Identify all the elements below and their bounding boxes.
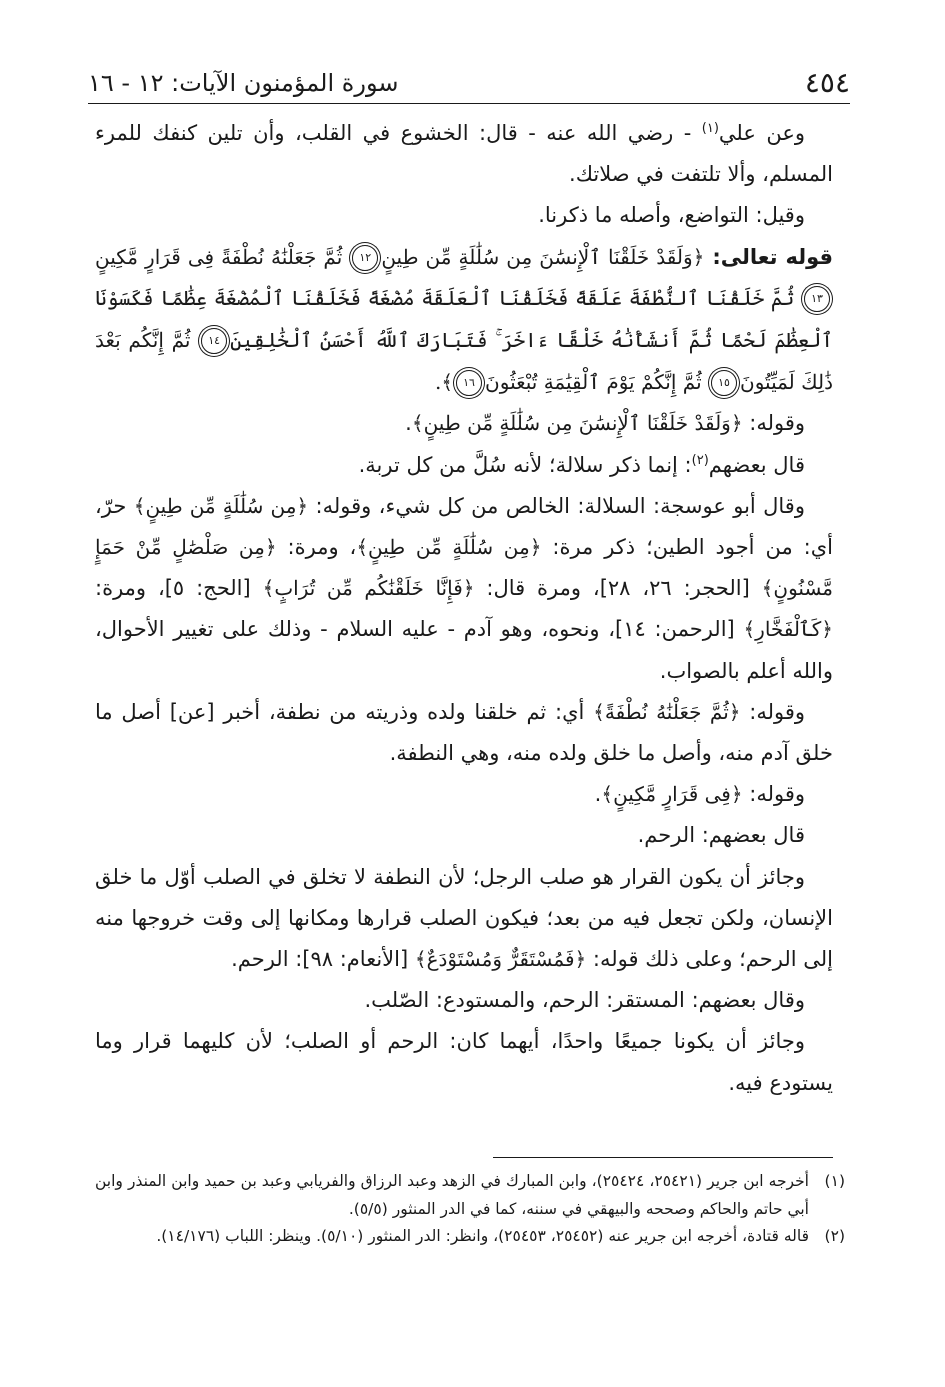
footnote-1 <box>95 1168 845 1223</box>
paragraph-mustaqarr: وقال بعضهم: المستقر: الرحم، والمستودع: الصّلب. <box>364 988 805 1013</box>
quran-verses-12-16 <box>95 237 833 404</box>
verse-quote: ﴿وَلَقَدْ خَلَقْنَا ٱلْإِنسَٰنَ مِن سُلَٰلَةٍ مِّن طِينٍ﴾ <box>411 411 743 436</box>
footnote-text: أخرجه ابن جرير (٢٥٤٢١، ٢٥٤٢٤)، وابن المبارك في الزهد وعبد الرزاق والفريابي وعبد بن حميد وابن المنذر وابن أبي حاتم والحاكم وصححه والبيهقي في سننه، كما في الدر المنثور (٥/٥). <box>95 1172 809 1218</box>
verse-text: ثُمَّ إِنَّكُمْ يَوْمَ ٱلْقِيَٰمَةِ تُبْعَثُونَ <box>485 369 709 394</box>
footnote-rule <box>493 1157 833 1158</box>
lead-heading: قوله تعالى: <box>704 244 833 269</box>
text-run: . <box>405 411 412 436</box>
verse-quote: ﴿فَإِنَّا خَلَقْنَٰكُم مِّن تُرَابٍ﴾ <box>262 576 475 601</box>
ayah-marker-12: ١٢ <box>352 245 378 271</box>
footnote-text: قاله قتادة، أخرجه ابن جرير عنه (٢٥٤٥٢، ٢٥٤٥٣)، وانظر: الدر المنثور (٥/١٠). وينظر: اللباب (١٤/١٧٦). <box>156 1227 809 1245</box>
ayah-marker-13: ١٣ <box>804 286 830 312</box>
verse-quote: ﴿مِن سُلَٰلَةٍ مِّن طِينٍ﴾ <box>133 493 309 518</box>
footnote-number: (١) <box>824 1172 845 1190</box>
footnote-number: (٢) <box>824 1227 845 1245</box>
text-run: - رضي الله عنه - قال: الخشوع في القلب، وأن تلين كنفك للمرء المسلم، وألا تلتفت في صلاتك. <box>95 121 833 187</box>
paragraph-qarar <box>95 774 833 815</box>
footnotes <box>95 1168 845 1251</box>
text-run: وقوله: <box>742 782 805 807</box>
paragraph-wahid: وجائز أن يكونا جميعًا واحدًا، أيهما كان: الرحم أو الصلب؛ لأن كليهما قرار وما يستودع فيه. <box>95 1029 833 1095</box>
text-run: وقال أبو عوسجة: السلالة: الخالص من كل شيء، وقوله: <box>308 493 805 518</box>
text-run: وقوله: <box>740 699 806 724</box>
verse-text: ثُمَّ إِنَّكُم بَعْدَ ذَٰلِكَ لَمَيِّتُونَ <box>95 328 833 394</box>
paragraph-qawluhu-1 <box>95 403 833 444</box>
text-run: قال بعضهم <box>708 452 805 477</box>
verse-quote: ﴿مِن سُلَٰلَةٍ مِّن طِينٍ﴾ <box>356 535 542 560</box>
text-run: وعن علي <box>718 121 805 145</box>
text-run: [الرحمن: ١٤]، ونحوه، وهو آدم - عليه السلام - وذلك على تغيير الأحوال، والله أعلم بالصواب. <box>95 617 833 683</box>
text-run: : إنما ذكر سلالة؛ لأنه سُلَّ من كل تربة. <box>358 452 692 477</box>
header-rule <box>88 103 850 104</box>
footnote-ref-1: (١) <box>701 121 719 136</box>
ayah-marker-15: ١٥ <box>711 370 737 396</box>
footnote-ref-2: (٢) <box>691 452 709 468</box>
paragraph-sulala <box>95 445 833 486</box>
verse-quote: ﴿مِن صَلْصَٰلٍ مِّنْ حَمَإٍ مَّسْنُونٍ﴾ <box>95 535 833 601</box>
ayah-marker-14: ١٤ <box>201 328 227 354</box>
paragraph-abu-awsaja <box>95 486 833 692</box>
text-run: حرّ، أي: من أجود الطين؛ ذكر مرة: <box>95 493 833 560</box>
ayah-marker-16: ١٦ <box>456 370 482 396</box>
running-header <box>88 56 850 100</box>
paragraph-sulb <box>95 857 833 981</box>
verse-text: ﴿وَلَقَدْ خَلَقْنَا ٱلْإِنسَٰنَ مِن سُلَٰلَةٍ مِّن طِينٍ <box>381 244 705 269</box>
paragraph-rahim: قال بعضهم: الرحم. <box>637 823 805 848</box>
verse-quote: ﴿ثُمَّ جَعَلْنَٰهُ نُطْفَةً﴾ <box>593 699 741 724</box>
text-run: [الحج: ٥]، ومرة: <box>95 576 263 601</box>
text-run: [الأنعام: ٩٨]: الرحم. <box>231 947 415 972</box>
main-text <box>95 113 833 1104</box>
verse-text: ثُمَّ خَلَقْنَا ٱلنُّطْفَةَ عَلَقَةً فَخَلَقْنَا ٱلْعَلَقَةَ مُضْغَةً فَخَلَقْنَا ٱلْمُضْغَةَ عِظَٰمًا فَكَسَوْنَا ٱلْعِظَٰمَ لَحْمًا ثُمَّ أَنشَأْنَٰهُ خَلْقًا ءَاخَرَ ۚ فَتَبَارَكَ ٱللَّهُ أَحْسَنُ ٱلْخَٰلِقِينَ <box>95 286 834 353</box>
footnote-2 <box>95 1223 845 1251</box>
text-run: ، ومرة: <box>276 535 357 560</box>
running-title: سورة المؤمنون الآيات: ١٢ - ١٦ <box>88 69 399 97</box>
text-run: أي: ثم خلقنا ولده وذريته من نطفة، أخبر [عن] أصل ما خلق آدم منه، وأصل ما خلق ولده منه، وهي النطفة. <box>95 699 833 766</box>
paragraph-nutfa <box>95 692 833 774</box>
text-run: وقوله: <box>742 411 805 436</box>
verse-quote: ﴿فَمُسْتَقَرٌّ وَمُسْتَوْدَعٌ﴾ <box>414 947 587 972</box>
verse-quote: ﴿فِى قَرَارٍ مَّكِينٍ﴾ <box>601 782 743 807</box>
verse-close: ﴾. <box>434 369 454 394</box>
verse-text: ثُمَّ جَعَلْنَٰهُ نُطْفَةً فِى قَرَارٍ مَّكِينٍ <box>95 244 350 269</box>
text-run: [الحجر: ٢٦، ٢٨]، ومرة قال: <box>474 576 762 601</box>
paragraph-tawadu: وقيل: التواضع، وأصله ما ذكرنا. <box>538 203 805 228</box>
paragraph-ali <box>95 113 833 195</box>
text-run: . <box>594 782 602 807</box>
page-number: ٤٥٤ <box>804 66 850 99</box>
verse-quote: ﴿كَٱلْفَخَّارِ﴾ <box>743 617 833 642</box>
text-run: وجائز أن يكون القرار هو صلب الرجل؛ لأن النطفة لا تخلق في الصلب أوّل ما خلق الإنسان، ولكن تجعل فيه من بعد؛ فيكون الصلب قرارها ومكانها إلى وقت خروجها منه إلى الرحم؛ وعلى ذلك قوله: <box>95 864 833 972</box>
